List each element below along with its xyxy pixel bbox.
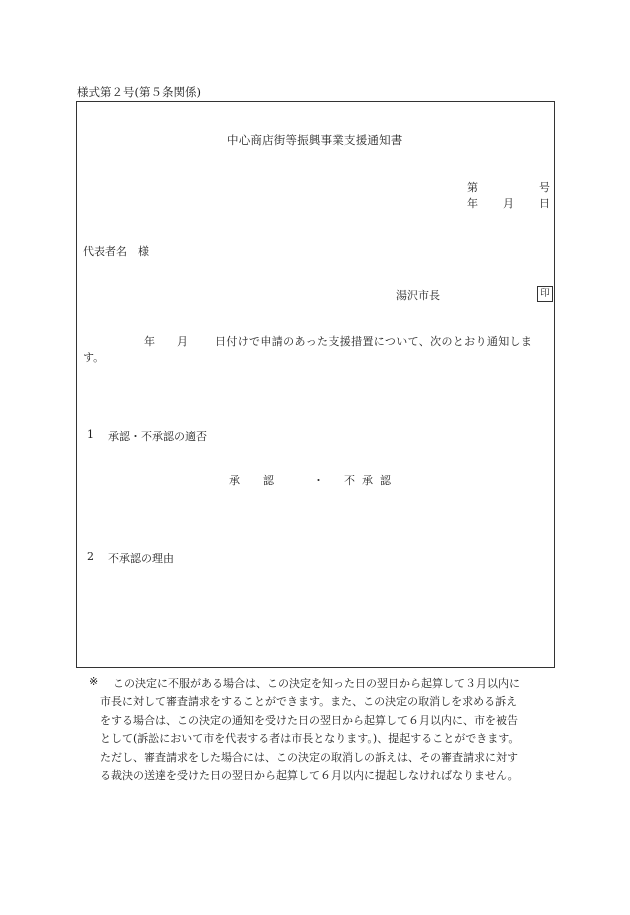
document-number-prefix: 第	[467, 181, 478, 194]
appeal-notice	[100, 675, 552, 785]
body-text-line-1: 日付けで申請のあった支援措置について、次のとおり通知しま	[215, 335, 533, 348]
note-line: ただし、審査請求をした場合には、この決定の取消しの訴えは、その審査請求に対す	[100, 750, 518, 764]
section-2-title: 不承認の理由	[108, 552, 174, 565]
note-line: として(訴訟において市を代表する者は市長となります。)、提起することができます。	[100, 732, 520, 746]
body-text-line-2: す。	[83, 351, 105, 364]
note-line: 市長に対して審査請求をすることができます。また、この決定の取消しを求める訴え	[100, 695, 518, 709]
reject-option: 不承認	[344, 474, 398, 487]
body-month-label: 月	[177, 335, 188, 348]
date-month-label: 月	[503, 197, 514, 210]
note-line: る裁決の送達を受けた日の翌日から起算して６月以内に提起しなければなりません。	[100, 769, 519, 783]
date-day-label: 日	[539, 197, 550, 210]
note-line: をする場合は、この決定の通知を受けた日の翌日から起算して６月以内に、市を被告	[100, 713, 518, 727]
approve-option: 承認	[229, 474, 297, 487]
note-line: この決定に不服がある場合は、この決定を知った日の翌日から起算して３月以内に	[113, 677, 520, 690]
seal-stamp: 印	[537, 286, 553, 302]
document-title: 中心商店街等振興事業支援通知書	[227, 133, 403, 147]
note-mark: ※	[89, 675, 99, 688]
body-year-label: 年	[144, 335, 155, 348]
section-2-number: 2	[87, 550, 94, 563]
issuer-name: 湯沢市長	[396, 289, 440, 302]
notice-frame	[76, 101, 555, 668]
date-year-label: 年	[467, 197, 478, 210]
document-number-suffix: 号	[539, 181, 550, 194]
form-number-label: 様式第２号(第５条関係)	[77, 85, 201, 99]
option-separator: ・	[313, 474, 324, 487]
section-1-title: 承認・不承認の適否	[108, 430, 207, 443]
section-1-number: 1	[87, 428, 94, 441]
addressee: 代表者名 様	[83, 245, 149, 258]
